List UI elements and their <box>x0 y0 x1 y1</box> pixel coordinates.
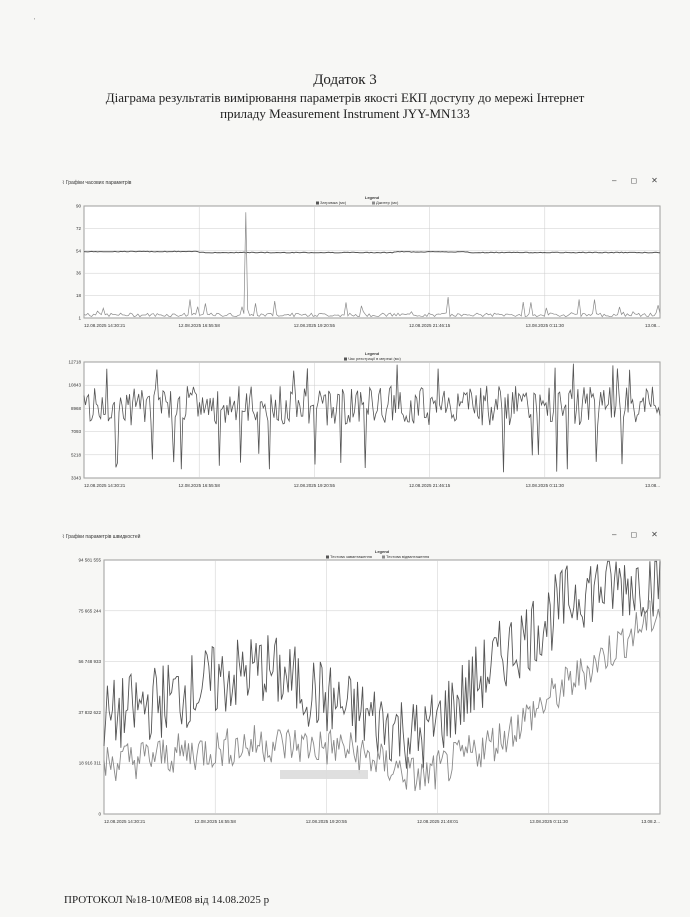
chart1-xtick-label: 12.08.2025 16:55:58 <box>178 323 220 328</box>
chart1-xtick-label: 12.08.2025 21:46:15 <box>408 323 451 328</box>
chart1-legend-entry: Затримка (мс) <box>320 200 347 205</box>
chart1-ytick-label: 54 <box>75 248 81 254</box>
chart1-xtick-label: 13.08... <box>644 323 660 328</box>
chart3-legend-entry: Тестова відвантаження <box>386 554 430 559</box>
chart3-tooltip-strip <box>280 770 368 779</box>
minimize-icon[interactable]: – <box>612 176 617 185</box>
maximize-icon[interactable]: ◻ <box>630 530 638 539</box>
chart3-legend-swatch <box>382 556 385 559</box>
chart1-ytick-label: 18 <box>75 293 81 299</box>
chart1-ytick-label: 72 <box>75 225 81 231</box>
chart1-ytick-label: 1 <box>78 315 81 321</box>
chart2-xtick-label: 13.08... <box>644 483 660 488</box>
chart3-ytick-label: 18 916 311 <box>78 760 101 766</box>
chart3-ytick-label: 56 748 933 <box>78 659 101 665</box>
chart3-xtick-label: 12.08.2025 21:48:01 <box>416 819 459 824</box>
chart3-ytick-label: 0 <box>98 811 101 817</box>
chart1-xtick-label: 12.08.2025 19:20:55 <box>293 323 336 328</box>
chart3-ytick-label: 75 665 244 <box>78 608 101 614</box>
chart3-legend-entry: Тестова завантаження <box>330 554 372 559</box>
chart2-ytick-label: 5218 <box>70 452 81 458</box>
chart2-ytick-label: 8968 <box>70 405 81 411</box>
chart3-xtick-label: 13.08.2025 0:11:30 <box>529 819 569 824</box>
chart2-xtick-label: 12.08.2025 19:20:55 <box>293 483 336 488</box>
document-heading: Додаток 3 <box>313 72 377 88</box>
chart1-legend-title: Legend <box>364 195 380 200</box>
chart2-ytick-label: 12718 <box>68 359 81 365</box>
panel-title-time: ⌇ Графіки часових параметрів <box>62 180 132 186</box>
document-subtitle-line1: Діаграма результатів вимірювання параметрів якості ЕКП доступу до мережі Інтернет <box>105 90 585 105</box>
document-subtitle-line2: приладу Measurement Instrument JYY-MN133 <box>220 106 470 121</box>
chart2-legend-swatch <box>344 358 347 361</box>
minimize-icon[interactable]: – <box>612 530 617 539</box>
chart1-legend-entry: Джитер (мс) <box>376 200 399 205</box>
chart3-ytick-label: 37 832 622 <box>78 709 101 715</box>
chart2-legend-entry: Час реєстрації в мережі (мс) <box>348 356 401 361</box>
chart1-ytick-label: 90 <box>75 203 81 209</box>
close-icon[interactable]: ✕ <box>651 176 658 185</box>
chart3-legend-title: Legend <box>374 549 390 554</box>
chart2-xtick-label: 13.08.2025 0:11:30 <box>525 483 565 488</box>
maximize-icon[interactable]: ◻ <box>630 176 638 185</box>
chart2-legend-title: Legend <box>364 351 380 356</box>
chart1-plot-area <box>84 206 660 318</box>
chart1-xtick-label: 13.08.2025 0:11:30 <box>525 323 565 328</box>
chart3-xtick-label: 12.08.2025 14:30:21 <box>104 819 146 824</box>
chart3-xtick-label: 12.08.2025 16:55:58 <box>194 819 236 824</box>
chart2-ytick-label: 7093 <box>70 429 81 435</box>
chart2-ytick-label: 10843 <box>68 382 81 388</box>
chart2-xtick-label: 12.08.2025 16:55:58 <box>178 483 220 488</box>
chart3-legend-swatch <box>326 556 329 559</box>
panel-icon: ⌇ <box>62 534 66 540</box>
chart2-xtick-label: 12.08.2025 21:46:15 <box>408 483 451 488</box>
chart3-xtick-label: 13.08.2... <box>641 819 660 824</box>
panel-title-speed: ⌇ Графіки параметрів швидкостей <box>62 534 141 540</box>
chart3-ytick-label: 94 581 555 <box>78 557 101 563</box>
chart1-ytick-label: 36 <box>75 270 81 276</box>
document-footer: ПРОТОКОЛ №18-10/МЕ08 від 14.08.2025 р <box>64 894 270 906</box>
chart2-ytick-label: 3343 <box>70 475 81 481</box>
chart3-xtick-label: 12.08.2025 19:20:55 <box>305 819 348 824</box>
chart1-legend-swatch <box>316 202 319 205</box>
chart1-xtick-label: 12.08.2025 14:30:21 <box>84 323 126 328</box>
close-icon[interactable]: ✕ <box>651 530 658 539</box>
chart3-plot-area <box>104 560 660 814</box>
chart1-legend-swatch <box>372 202 375 205</box>
scan-corner-mark: ' <box>34 18 36 25</box>
chart2-xtick-label: 12.08.2025 14:30:21 <box>84 483 126 488</box>
panel-icon: ⌇ <box>62 180 66 186</box>
